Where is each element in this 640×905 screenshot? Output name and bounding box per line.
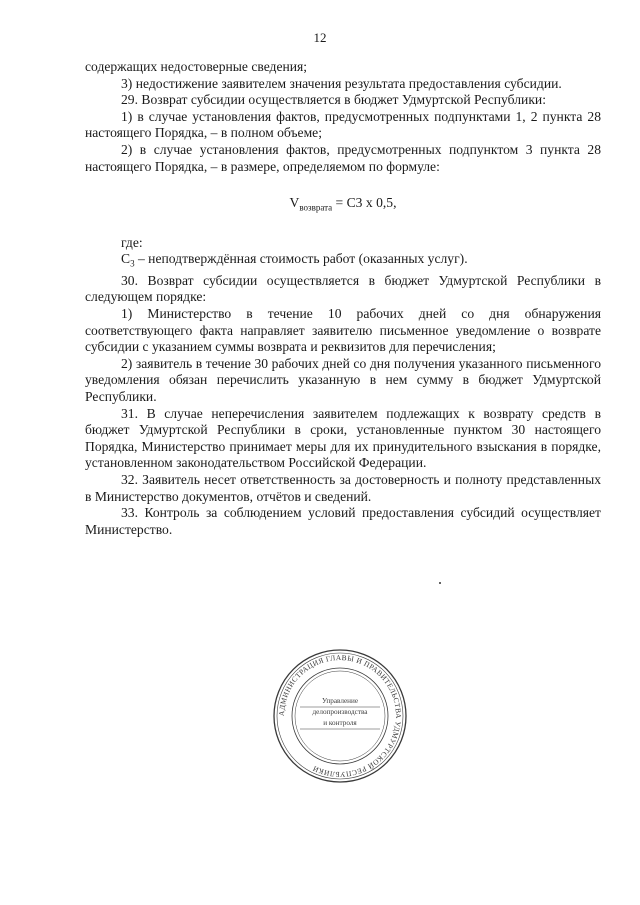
- clause-31: 31. В случае неперечисления заявителем подлежащих к возврату средств в бюджет Удмуртской Республики в сроки, установленные пунктом 30 настоящего Порядка, Министерство принимает меры для их принудительного взыскания в порядке, установленном законодательством Российской Федерации.: [85, 405, 601, 471]
- svg-text:Управление: Управление: [321, 697, 359, 705]
- formula: $V_{возврата} = С3$ х 0,5,: [289, 195, 397, 213]
- clause-30: 30. Возврат субсидии осуществляется в бюджет Удмуртской Республики в следующем порядке:: [85, 272, 601, 305]
- where-label: где:: [121, 234, 143, 250]
- clause-29-item-2: 2) в случае установления фактов, предусмотренных подпунктом 3 пункта 28 настоящего Порядка, – в размере, определяемом по формуле:: [85, 141, 601, 174]
- clause-30-item-1: 1) Министерство в течение 10 рабочих дней со дня обнаружения соответствующего факта направляет заявителю письменное уведомление о возврате субсидии с указанием суммы возврата и реквизитов для перечисления;: [85, 305, 601, 355]
- clause-29: 29. Возврат субсидии осуществляется в бюджет Удмуртской Республики:: [121, 92, 546, 108]
- document-body: [85, 59, 601, 538]
- svg-text:и контроля: и контроля: [323, 719, 357, 727]
- list-item-3: 3) недостижение заявителем значения результата предоставления субсидии.: [121, 75, 562, 91]
- clause-30-item-2: 2) заявитель в течение 30 рабочих дней со дня получения указанного письменного уведомления обязан перечислить указанную в нем сумму в бюджет Удмуртской Республики.: [85, 355, 601, 404]
- svg-text:АДМИНИСТРАЦИЯ ГЛАВЫ И ПРАВИТЕЛ: АДМИНИСТРАЦИЯ ГЛАВЫ И ПРАВИТЕЛЬСТВА УДМУРТСКОЙ РЕСПУБЛИКИ: [276, 652, 404, 780]
- page-number: 12: [313, 30, 327, 45]
- clause-33: 33. Контроль за соблюдением условий предоставления субсидий осуществляет Министерство.: [85, 505, 601, 537]
- clause-32: 32. Заявитель несет ответственность за достоверность и полноту представленных в Министерство документов, отчётов и сведений.: [85, 471, 601, 504]
- official-seal-stamp: [272, 648, 408, 784]
- speck: [439, 582, 441, 584]
- svg-text:делопроизводства: делопроизводства: [312, 708, 368, 716]
- clause-29-item-1: 1) в случае установления фактов, предусмотренных подпунктами 1, 2 пункта 28 настоящего Порядка, – в полном объеме;: [85, 108, 601, 141]
- c3-definition: $С_3$ – неподтверждённая стоимость работ (оказанных услуг).: [121, 251, 468, 270]
- text-line: содержащих недостоверные сведения;: [85, 59, 308, 74]
